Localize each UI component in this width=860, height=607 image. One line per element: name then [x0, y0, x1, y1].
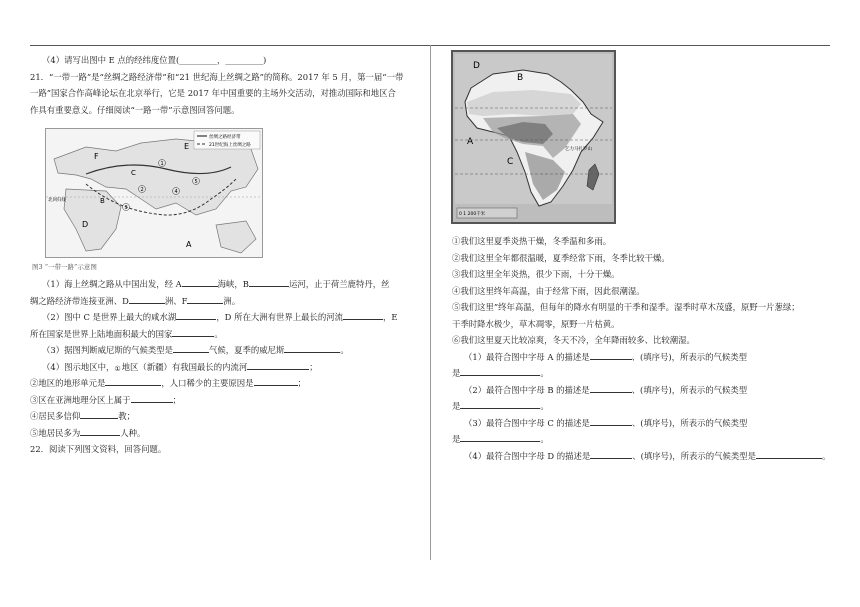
statement-4: ④我们这里终年高温，由于经常下雨，因此很潮湿。: [452, 285, 645, 296]
map-letter-a: A: [467, 137, 474, 147]
column-divider: [430, 45, 431, 560]
answer-blank-region[interactable]: [131, 393, 173, 403]
answer-blank-a-climate[interactable]: [460, 366, 540, 376]
answer-blank-venice[interactable]: [284, 343, 340, 353]
svg-text:E: E: [184, 142, 190, 151]
answer-blank-landform[interactable]: [105, 376, 161, 386]
answer-blank-c-climate[interactable]: [460, 432, 540, 442]
answer-blank-d-climate[interactable]: [756, 449, 822, 459]
answer-blank-c-num[interactable]: [590, 416, 632, 426]
right-q1: （1）最符合图中字母 A 的描述是 、(填序号)，所表示的气候类型: [464, 351, 747, 362]
map-letter-b: B: [517, 73, 524, 83]
answer-blank-b-num[interactable]: [590, 383, 632, 393]
answer-blank-b-climate[interactable]: [460, 399, 540, 409]
map-label-kilimanjaro: 乞力马扎罗山: [565, 147, 592, 152]
question-21-intro-line1: 21．“一带一路”是“丝绸之路经济带”和“21 世纪海上丝绸之路”的简称。2017 年 5 月，第一届“一带: [30, 71, 404, 82]
statement-2: ②我们这里全年都很温暖，夏季经常下雨，冬季比较干燥。: [452, 252, 670, 263]
svg-text:4: 4: [174, 189, 178, 195]
svg-text:A: A: [186, 240, 192, 249]
question-21-intro-line3: 作具有重要意义。仔细阅读“一路一带”示意图回答问题。: [30, 104, 240, 115]
right-column: ①我们这里夏季炎热干燥，冬季温和多雨。 ②我们这里全年都很温暖，夏季经常下雨，冬季比较干燥。 ③我们这里全年炎热，很少下雨，十分干燥。 ④我们这里终年高温，由于经常下雨，因此很潮湿。 ⑤我们这里”终年高温，但每年的降水有明显的干季和湿季。湿季时草木茂盛，原野一片葱绿； 干季时降水极少，草木凋零，原野一片枯黄。 ⑥我们这里夏天比较凉爽，冬天不冷，全年降雨较多、比较潮湿。 （1）最符合图中字母 A 的描述是 、(填序号)，所表示的气候类型 是 。 （2）最符合图中字母 B 的描述是 、(填序号)，所表示的气候类型 是 。 （3）最符合图中字母 C 的描述是 、(填序号)，所表示的气候类型 是 。 （4）最符合图中字母 D 的描述是 、(填序号)，所表示的气候类型是 。: [452, 233, 832, 464]
answer-blank-e-country[interactable]: [172, 327, 214, 337]
right-q4: （4）最符合图中字母 D 的描述是 、(填序号)，所表示的气候类型是 。: [464, 450, 831, 461]
svg-text:2: 2: [140, 187, 144, 193]
answer-blank-a[interactable]: [182, 277, 218, 287]
map-caption: 图3 “一带一路”示意图: [32, 263, 97, 271]
answer-blank-b[interactable]: [249, 277, 289, 287]
left-column: [30, 52, 422, 118]
answer-blank-f[interactable]: [187, 294, 223, 304]
answer-blank-d-num[interactable]: [590, 449, 632, 459]
question-21-parts: （1）海上丝绸之路从中国出发，经 A 海峡，B 运河，止于荷兰鹿特丹，丝 绸之路经济带连接亚洲、D 洲、F 洲。 （2）图中 C 是世界上最大的咸水湖 ，D 所在大洲有世界上最长的河流 ，E 所在国家是世界上陆地面积最大的国家 。 （3）据图判断威尼斯的气候类型是 气候，夏季的威尼斯 。 （4）图示地区中，①地区（新疆）有我国最长的内流河 ； ②地区的地形单元是 ，人口稀少的主要原因是 ； ③区在亚洲地理分区上属于 ； ④居民多信仰 教； ⑤地居民多为 人种。 22．阅读下列图文资料，回答问题。: [30, 276, 422, 458]
answer-blank-race[interactable]: [80, 426, 120, 436]
svg-text:B: B: [100, 197, 105, 205]
answer-blank-d[interactable]: [129, 294, 165, 304]
statement-5b: 干季时降水极少，草木凋零，原野一片枯黄。: [452, 318, 620, 329]
map-letter-d: D: [473, 61, 480, 71]
question-4-previous: （4）请写出图中 E 点的经纬度位置(_________，_________): [42, 55, 267, 65]
statement-3: ③我们这里全年炎热，很少下雨，十分干燥。: [452, 269, 620, 279]
svg-text:1: 1: [160, 161, 164, 167]
question-22: 22．阅读下列图文资料，回答问题。: [30, 444, 167, 454]
answer-blank-d-river[interactable]: [343, 310, 383, 320]
statement-1: ①我们这里夏季炎热干燥，冬季温和多雨。: [452, 236, 612, 246]
right-q2: （2）最符合图中字母 B 的描述是 、(填序号)，所表示的气候类型: [464, 384, 748, 395]
answer-blank-climate[interactable]: [173, 343, 209, 353]
answer-blank-religion[interactable]: [80, 409, 118, 419]
answer-blank-a-num[interactable]: [590, 350, 632, 360]
map-letter-c: C: [507, 157, 514, 167]
map-legend-belt: 丝绸之路经济带: [209, 135, 241, 140]
svg-text:5: 5: [194, 179, 198, 185]
svg-text:3: 3: [124, 205, 128, 211]
africa-climate-map: [451, 50, 616, 224]
statement-6: ⑥我们这里夏天比较凉爽，冬天不冷，全年降雨较多、比较潮湿。: [452, 335, 695, 345]
svg-text:F: F: [94, 152, 99, 161]
answer-blank-reason[interactable]: [254, 376, 298, 386]
svg-text:C: C: [131, 169, 136, 177]
statement-5a: ⑤我们这里”终年高温，但每年的降水有明显的干季和湿季。湿季时草木茂盛，原野一片葱绿；: [452, 302, 800, 312]
answer-blank-river[interactable]: [247, 360, 309, 370]
right-q3: （3）最符合图中字母 C 的描述是 、(填序号)，所表示的气候类型: [464, 417, 748, 428]
belt-road-map: [45, 128, 263, 258]
map-scale: 0 1 200千米: [459, 212, 486, 217]
svg-text:D: D: [82, 220, 89, 229]
belt-road-map-svg: [46, 129, 262, 257]
answer-blank-c-lake[interactable]: [176, 310, 216, 320]
africa-climate-map-svg: [453, 52, 614, 222]
map-label-tropic: 北回归线: [48, 198, 66, 203]
map-legend-maritime: 21世纪海上丝绸之路: [209, 143, 251, 148]
question-21-intro-line2: 一路”国家合作高峰论坛在北京举行，它是 2017 年中国重要的主场外交活动，对推动国际和地区合: [30, 88, 396, 98]
